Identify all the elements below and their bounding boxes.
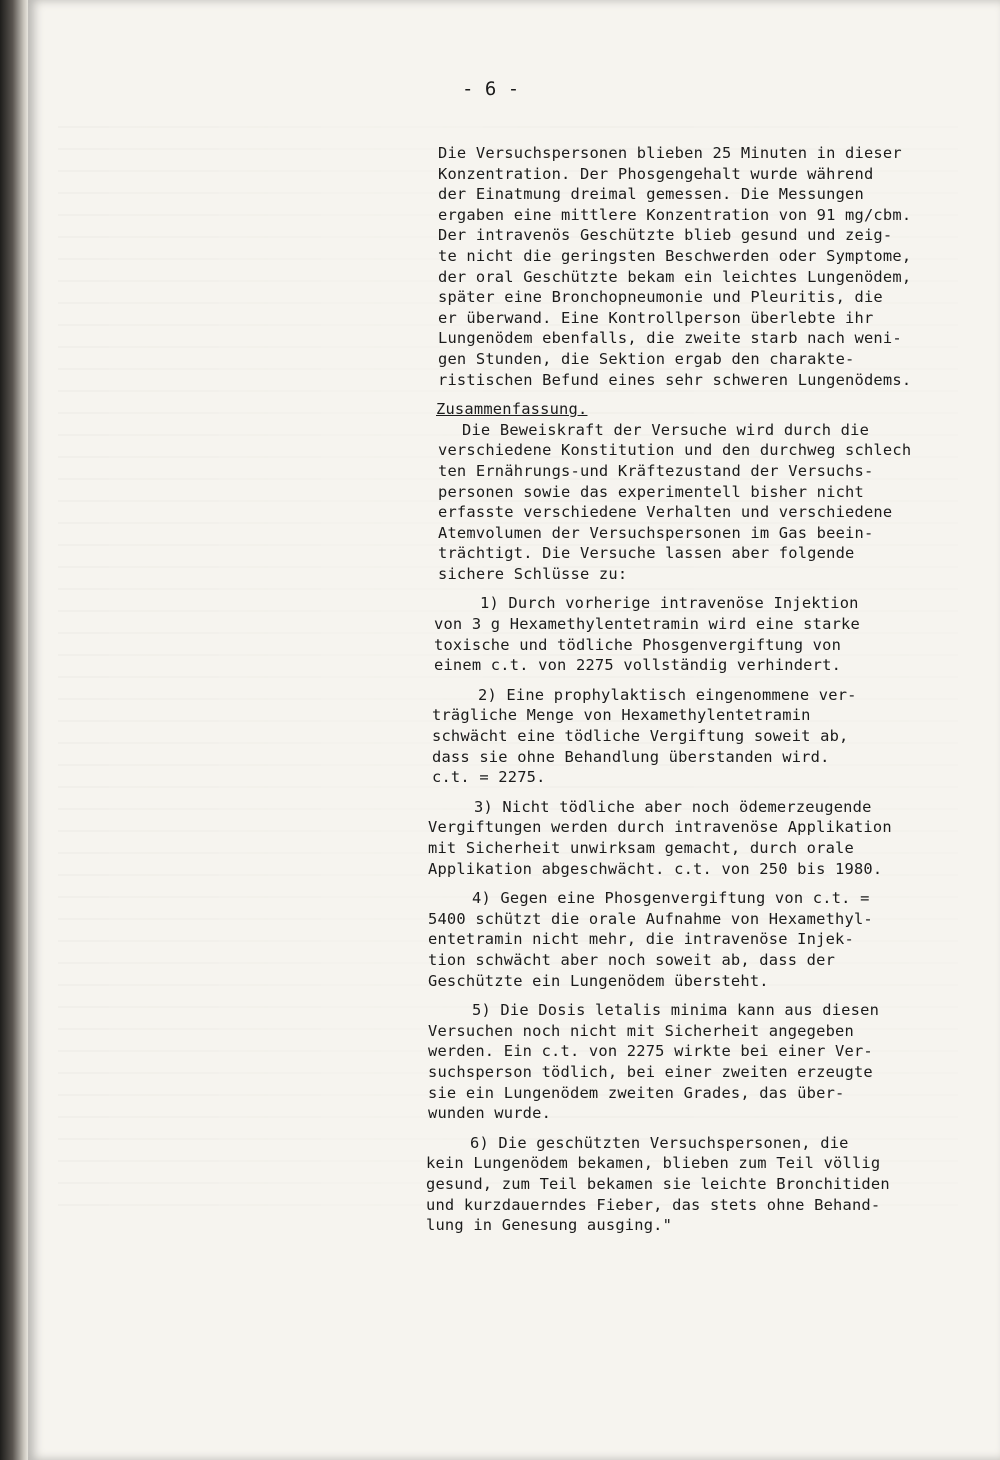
text-line: und kurzdauerndes Fieber, das stets ohne Behand- (426, 1195, 881, 1214)
text-line: sie ein Lungenödem zweiten Grades, das über- (428, 1083, 845, 1102)
text-line: Der intravenös Geschützte blieb gesund und zeig- (438, 226, 893, 245)
text-line: sichere Schlüsse zu: (438, 564, 628, 583)
text-line: schwächt eine tödliche Vergiftung soweit ab, (432, 727, 849, 746)
paragraph-gap (426, 390, 986, 399)
text-line: er überwand. Eine Kontrollperson überlebte ihr (438, 308, 874, 327)
text-line: von 3 g Hexamethylentetramin wird eine starke (434, 615, 860, 634)
text-line: 6) Die geschützten Versuchspersonen, die (470, 1133, 849, 1152)
text-line: Geschützte ein Lungenödem übersteht. (428, 971, 769, 990)
text-line: kein Lungenödem bekamen, blieben zum Teil völlig (426, 1154, 881, 1173)
text-line: wunden wurde. (428, 1104, 552, 1123)
text-line: ristischen Befund eines sehr schweren Lungenödems. (438, 370, 912, 389)
text-line: lung in Genesung ausging." (426, 1216, 673, 1235)
page-number: - 6 - (462, 78, 520, 100)
text-line: Atemvolumen der Versuchspersonen im Gas beein- (438, 523, 874, 542)
text-line: mit Sicherheit unwirksam gemacht, durch orale (428, 839, 854, 857)
text-line: Die Versuchspersonen blieben 25 Minuten in dieser (438, 144, 902, 162)
text-line: 3) Nicht tödliche aber noch ödemerzeugende (474, 797, 872, 816)
text-line: Vergiftungen werden durch intravenöse Applikation (428, 818, 892, 837)
text-line: trächtigt. Die Versuche lassen aber folgende (438, 544, 855, 563)
text-line: erfasste verschiedene Verhalten und verschiedene (438, 503, 893, 522)
text-line: Konzentration. Der Phosgengehalt wurde während (438, 164, 874, 183)
section-heading: Zusammenfassung. (436, 400, 588, 419)
text-line: ergaben eine mittlere Konzentration von 91 mg/cbm. (438, 205, 912, 224)
text-line: ten Ernährungs-und Kräftezustand der Versuchs- (438, 461, 874, 480)
text-line: Die Beweiskraft der Versuche wird durch die (462, 420, 870, 439)
paragraph-gap (426, 1124, 986, 1133)
text-line: 5) Die Dosis letalis minima kann aus diesen (472, 1001, 880, 1020)
text-line: verschiedene Konstitution und den durchweg schlech (438, 441, 912, 460)
text-line: suchsperson tödlich, bei einer zweiten erzeugte (428, 1062, 873, 1081)
text-line: 2) Eine prophylaktisch eingenommene ver- (478, 685, 857, 704)
text-line: gen Stunden, die Sektion ergab den charakte- (438, 349, 855, 368)
text-line: der Einatmung dreimal gemessen. Die Messungen (438, 185, 864, 204)
text-line: tion schwächt aber noch soweit ab, dass der (428, 950, 836, 969)
paragraph-gap (426, 991, 986, 1000)
text-line: später eine Bronchopneumonie und Pleuritis, die (438, 288, 883, 307)
text-line: personen sowie das experimentell bisher nicht (438, 482, 864, 501)
text-line: entetramin nicht mehr, die intravenöse Injek- (428, 930, 854, 949)
paragraph-gap (426, 879, 986, 888)
text-line: trägliche Menge von Hexamethylentetramin (432, 706, 811, 725)
text-line: c.t. = 2275. (432, 768, 546, 787)
text-line: 5400 schützt die orale Aufnahme von Hexamethyl- (428, 909, 873, 928)
text-line: te nicht die geringsten Beschwerden oder Symptome, (438, 246, 912, 265)
paragraph-gap (426, 676, 986, 685)
text-line: dass sie ohne Behandlung überstanden wird. (432, 747, 830, 766)
text-line: Lungenödem ebenfalls, die zweite starb nach weni- (438, 329, 902, 348)
paragraph-gap (426, 788, 986, 797)
text-line: 4) Gegen eine Phosgenvergiftung von c.t. = (472, 889, 870, 908)
text-line: toxische und tödliche Phosgenvergiftung von (434, 635, 842, 654)
text-line: Applikation abgeschwächt. c.t. von 250 bis 1980. (428, 859, 883, 878)
paragraph-gap (426, 584, 986, 593)
binding-edge (0, 0, 28, 1460)
text-line: der oral Geschützte bekam ein leichtes Lungenödem, (438, 267, 912, 286)
document-body (426, 143, 986, 1236)
text-line: einem c.t. von 2275 vollständig verhindert. (434, 656, 842, 675)
text-line: werden. Ein c.t. von 2275 wirkte bei einer Ver- (428, 1042, 873, 1061)
text-line: Versuchen noch nicht mit Sicherheit angegeben (428, 1021, 854, 1040)
text-line: 1) Durch vorherige intravenöse Injektion (480, 594, 859, 613)
text-line: gesund, zum Teil bekamen sie leichte Bronchitiden (426, 1174, 890, 1193)
